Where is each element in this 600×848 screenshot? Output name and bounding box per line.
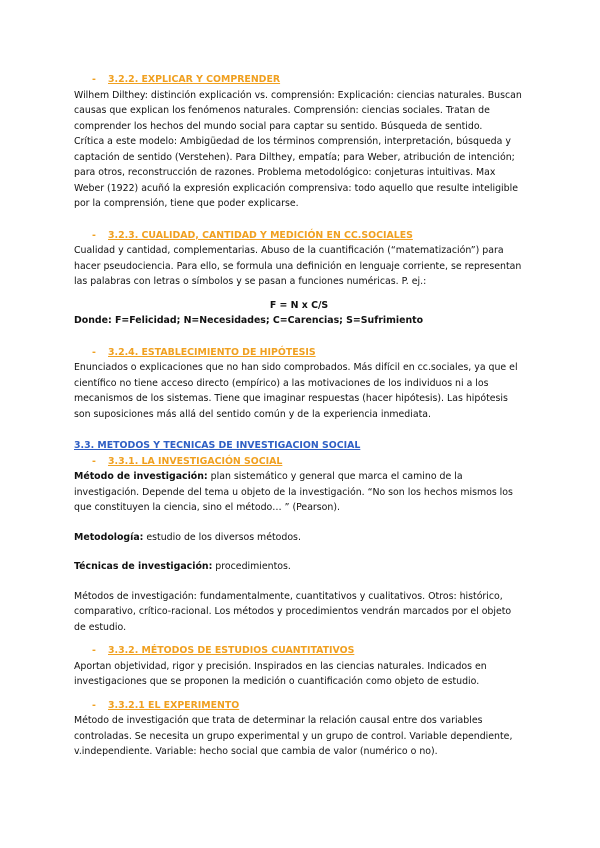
paragraph-cualidad: Cualidad y cantidad, complementarias. Abuso de la cuantificación (“matematización”) para hacer pseudociencia. Para ello, se formula una definición en lenguaje corriente, se representan las palabras con letras o símbolos y se pasan a funciones numéricas. P. ej.: [74, 245, 522, 287]
heading-3-2-3 [74, 228, 524, 244]
heading-text: 3.2.4. ESTABLECIMIENTO DE HIPÓTESIS [108, 346, 316, 358]
heading-dash: - [92, 455, 96, 467]
heading-3-3-1 [74, 454, 524, 470]
heading-text: 3.3.1. LA INVESTIGACIÓN SOCIAL [108, 455, 283, 467]
paragraph-metodo [74, 469, 524, 516]
paragraph-tecnicas [74, 559, 524, 575]
heading-3-3-2-1 [74, 698, 524, 714]
heading-text: 3.3.2. MÉTODOS DE ESTUDIOS CUANTITATIVOS [108, 645, 355, 656]
heading-3-2-4 [74, 345, 524, 361]
formula: F = N x C/S [269, 299, 329, 311]
heading-text: 3.3.2.1 EL EXPERIMENTO [108, 699, 240, 711]
paragraph-explicacion: Wilhem Dilthey: distinción explicación vs. comprensión: Explicación: ciencias naturales. Buscan causas que explican los fenómenos naturales. Comprensión: ciencias sociales. Tratan de comprender los hechos del mundo social para captar su sentido. Búsqueda de sentido. [74, 89, 522, 132]
paragraph-experimento: Método de investigación que trata de determinar la relación causal entre dos variables controladas. Se necesita un grupo experimental y un grupo de control. Variable dependiente, v.independiente. Variable: hecho social que cambia de valor (numérico o no). [74, 715, 513, 757]
definition-metodo: plan sistemático y general que marca el camino de la investigación. Depende del tema u objeto de la investigación. “No son los hechos mismos los que constituyen la ciencia, sino el método… ” (Pearson). [74, 471, 513, 513]
heading-dash: - [92, 699, 96, 711]
heading-dash: - [92, 74, 96, 85]
heading-3-2-2 [74, 72, 524, 88]
paragraph-metodologia [74, 530, 524, 546]
heading-3-3-2 [74, 643, 524, 659]
heading-3-3: 3.3. METODOS Y TECNICAS DE INVESTIGACION SOCIAL [74, 440, 361, 451]
paragraph-cuantitativos: Aportan objetividad, rigor y precisión. Inspirados en las ciencias naturales. Indicados en investigaciones que se proponen la medición o cuantificación como objeto de estudio. [74, 660, 487, 687]
heading-dash: - [92, 229, 96, 241]
term-tecnicas: Técnicas de investigación: [74, 561, 213, 572]
definition-tecnicas: procedimientos. [212, 561, 291, 572]
paragraph-hipotesis: Enunciados o explicaciones que no han sido comprobados. Más difícil en cc.sociales, ya que el científico no tiene acceso directo (empírico) a las motivaciones de los individuos ni a los mecanismos de los sistemas. Tiene que imaginar respuestas (hacer hipótesis). Las hipótesis son suposiciones más allá del sentido común y de la experiencia inmediata. [74, 362, 518, 420]
heading-text: 3.2.2. EXPLICAR Y COMPRENDER [108, 74, 281, 85]
paragraph-metodos: Métodos de investigación: fundamentalmente, cuantitativos y cualitativos. Otros: histórico, comparativo, crítico-racional. Los métodos y procedimientos vendrán marcados por el objeto de estudio. [74, 590, 512, 633]
term-metodologia: Metodología: [74, 531, 144, 543]
heading-dash: - [92, 346, 96, 358]
term-metodo: Método de investigación: [74, 471, 208, 482]
heading-text: 3.2.3. CUALIDAD, CANTIDAD Y MEDICIÓN EN CC.SOCIALES [108, 229, 413, 241]
formula-legend: Donde: F=Felicidad; N=Necesidades; C=Carencias; S=Sufrimiento [74, 315, 424, 326]
heading-dash: - [92, 645, 96, 656]
definition-metodologia: estudio de los diversos métodos. [143, 531, 301, 543]
paragraph-critica: Crítica a este modelo: Ambigüedad de los términos comprensión, interpretación, búsqueda y captación de sentido (Verstehen). Para Dilthey, empatía; para Weber, atribución de intención; para otros, reconstrucción de razones. Problema metodológico: conjeturas intuitivas. Max Weber (1922) acuñó la expresión explicación comprensiva: todo aquello que resulte inteligible por la comprensión, tiene que poder explicarse. [74, 136, 518, 209]
